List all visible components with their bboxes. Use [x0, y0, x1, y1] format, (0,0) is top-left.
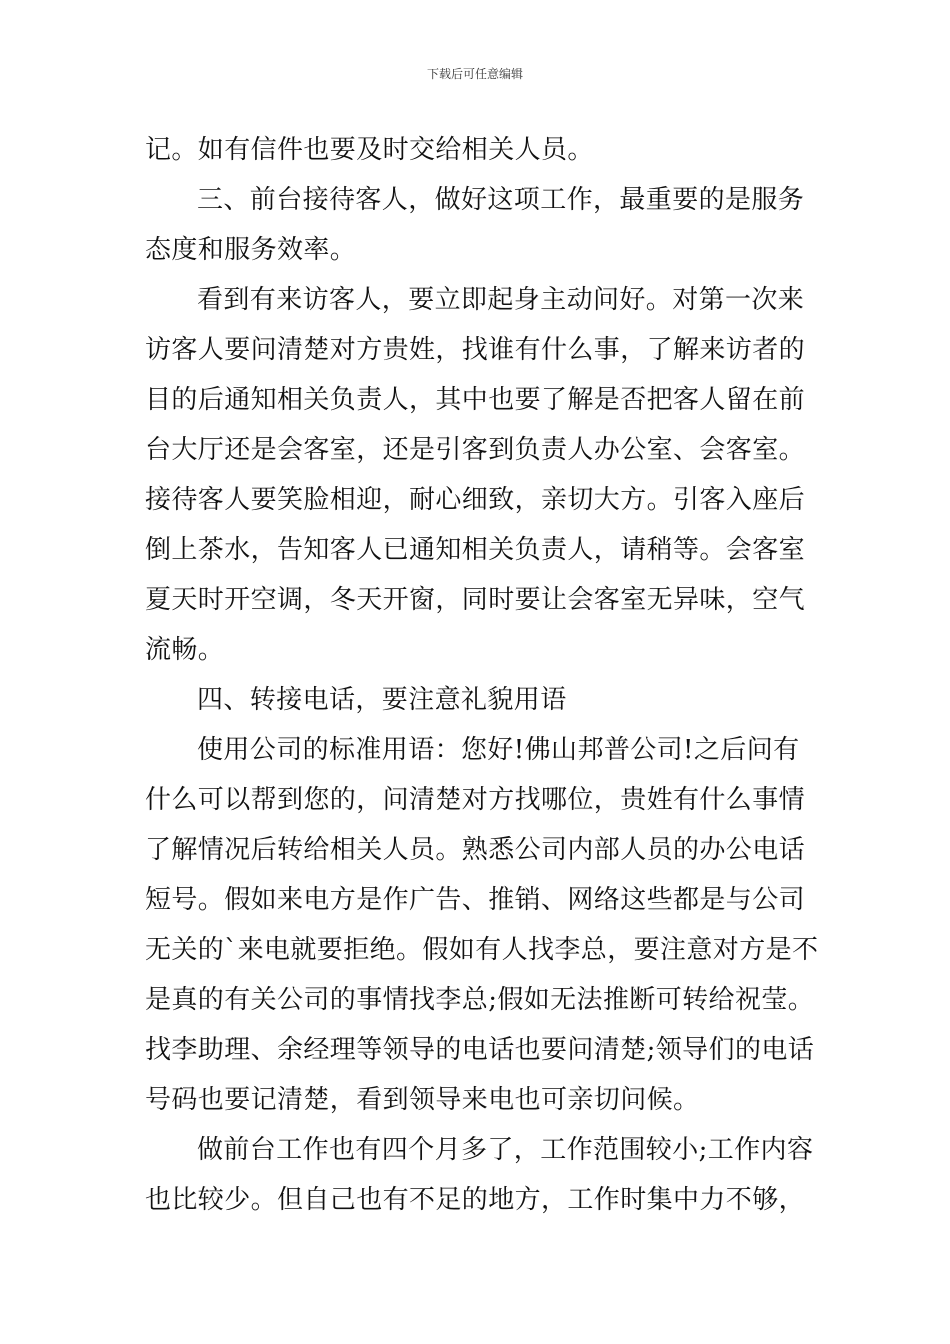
text-line: 什么可以帮到您的，问清楚对方找哪位，贵姓有什么事情 — [145, 785, 806, 815]
document-body — [145, 125, 819, 1225]
text-line: 了解情况后转给相关人员。熟悉公司内部人员的办公电话 — [145, 835, 806, 865]
text-line: 短号。假如来电方是作广告、推销、网络这些都是与公司 — [145, 885, 806, 915]
text-line: 也比较少。但自己也有不足的地方，工作时集中力不够， — [145, 1185, 806, 1215]
text-line: 无关的`来电就要拒绝。假如有人找李总，要注意对方是不 — [145, 935, 819, 965]
text-line: 接待客人要笑脸相迎，耐心细致，亲切大方。引客入座后 — [145, 485, 806, 515]
text-line: 做前台工作也有四个月多了，工作范围较小;工作内容 — [197, 1135, 814, 1165]
text-line: 找李助理、余经理等领导的电话也要问清楚;领导们的电话 — [145, 1035, 815, 1065]
page-header-note: 下载后可任意编辑 — [426, 67, 523, 81]
text-line: 倒上茶水，告知客人已通知相关负责人，请稍等。会客室 — [145, 535, 806, 565]
text-line: 三、前台接待客人，做好这项工作，最重要的是服务 — [197, 185, 805, 215]
text-line: 流畅。 — [145, 635, 225, 665]
text-line: 号码也要记清楚，看到领导来电也可亲切问候。 — [145, 1085, 700, 1115]
text-line: 使用公司的标准用语：您好!佛山邦普公司!之后问有 — [197, 735, 800, 765]
text-line: 看到有来访客人，要立即起身主动问好。对第一次来 — [197, 285, 805, 315]
text-line: 四、转接电话，要注意礼貌用语 — [197, 685, 567, 715]
text-line: 记。如有信件也要及时交给相关人员。 — [145, 135, 594, 165]
text-line: 态度和服务效率。 — [145, 235, 357, 265]
text-line: 夏天时开空调，冬天开窗，同时要让会客室无异味，空气 — [145, 585, 806, 615]
text-line: 目的后通知相关负责人，其中也要了解是否把客人留在前 — [145, 385, 806, 415]
text-line: 台大厅还是会客室，还是引客到负责人办公室、会客室。 — [145, 435, 806, 465]
text-line: 访客人要问清楚对方贵姓，找谁有什么事，了解来访者的 — [145, 335, 806, 365]
text-line: 是真的有关公司的事情找李总;假如无法推断可转给祝莹。 — [145, 985, 815, 1015]
